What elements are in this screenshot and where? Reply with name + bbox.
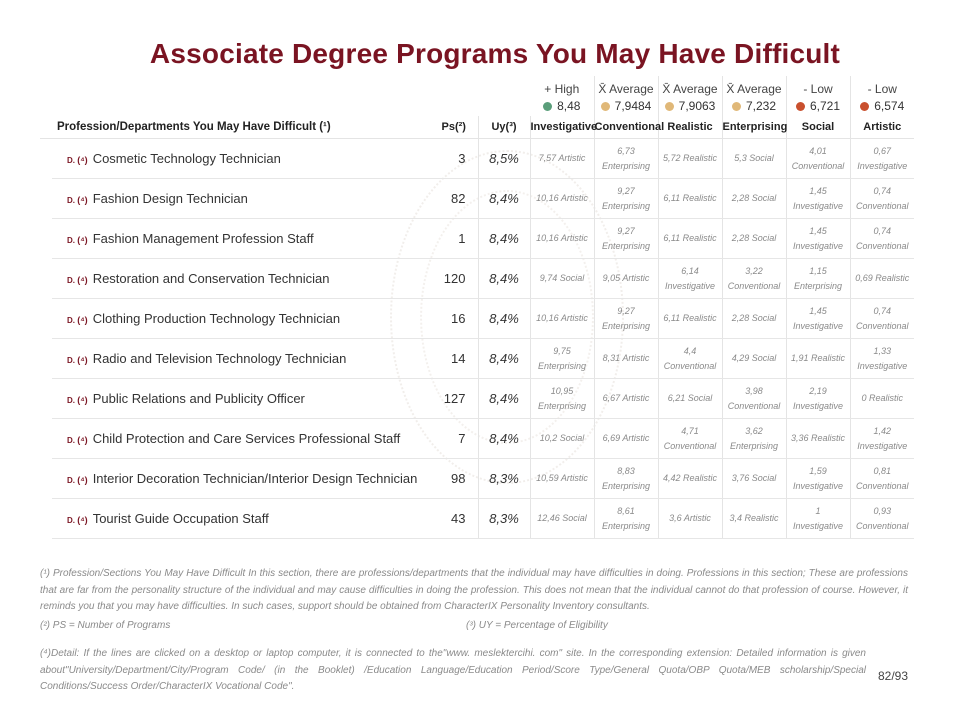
level-label: - Low [786,76,850,96]
profession-link[interactable] [52,459,430,499]
score-cell [850,259,914,299]
type-column-header: Realistic [658,116,722,139]
score-text: 4,71 [681,425,699,436]
row-spacer [40,379,52,419]
score-text: 3,4 Realistic [729,513,779,523]
table-row[interactable] [40,139,914,179]
score-cell [786,139,850,179]
page-title: Associate Degree Programs You May Have Difficult [149,38,841,69]
score-cell [594,419,658,459]
score-text: 1,15 [809,265,827,276]
score-cell [594,339,658,379]
level-value: 7,9063 [678,99,716,113]
score-text: 9,27 [617,305,635,316]
row-spacer [40,259,52,299]
profession-name: Child Protection and Care Services Professional Staff [92,431,401,446]
level-value: 8,48 [557,99,581,113]
type-column-header: Enterprising [722,116,786,139]
score-cell [850,499,914,539]
level-value-row [40,96,914,116]
score-cell [850,379,914,419]
row-spacer [40,219,52,259]
detail-tag: D. (⁴) [67,395,88,405]
score-text: 0,93 [873,505,892,516]
score-cell [594,179,658,219]
detail-tag: D. (⁴) [67,235,88,245]
type-column-header: Conventional [594,116,658,139]
row-spacer [40,419,52,459]
table-row[interactable] [40,259,914,299]
ps-value: 98 [430,459,478,499]
row-spacer [40,139,52,179]
score-cell [658,179,722,219]
table-row[interactable] [40,219,914,259]
score-cell [786,499,850,539]
score-cell [850,179,914,219]
score-text: 6,14 [681,265,699,276]
detail-tag: D. (⁴) [67,155,88,165]
score-text: 8,61 [617,505,635,516]
score-cell [658,419,722,459]
level-value-cell [786,96,850,116]
score-text: Investigative [792,320,844,331]
score-text: 2,28 Social [731,233,777,243]
ps-value: 3 [430,139,478,179]
score-cell [658,219,722,259]
table-row[interactable] [40,299,914,339]
score-text: 2,19 [809,385,827,396]
uy-value: 8,5% [478,139,530,179]
score-cell [722,219,786,259]
score-text: 10,16 Artistic [536,313,588,323]
score-text: 2,28 Social [731,193,777,203]
score-text: Conventional [727,400,781,411]
score-cell [530,259,594,299]
row-spacer [40,339,52,379]
score-text: 0,74 [873,185,892,196]
score-text: 3,36 Realistic [790,433,846,443]
type-column-header: Social [786,116,850,139]
level-dot-icon [860,102,869,111]
score-text: 3,6 Artistic [669,513,711,523]
score-text: Investigative [792,240,844,251]
table-row[interactable] [40,179,914,219]
score-text: Conventional [663,440,717,451]
footnote-1: (¹) Profession/Sections You May Have Difficult In this section, there are professions/departments that the individual may have difficulties in doing. Professions in this section; These are professions that are far from the personality structure of the individual and may cause difficulties in doing the profession. This does not mean that the individual cannot do that profession of course. However, it reminds you that you may have difficulties. In such cases, support should be obtained from CharacterIX Personality Inventory consultants. [40,568,908,612]
score-text: Conventional [663,360,717,371]
detail-tag: D. (⁴) [67,475,88,485]
level-label: - Low [850,76,914,96]
score-cell [786,339,850,379]
score-cell [786,379,850,419]
profession-link[interactable] [52,299,430,339]
score-cell [850,219,914,259]
level-label: + High [544,82,580,96]
score-text: 5,3 Social [734,153,774,163]
detail-tag: D. (⁴) [67,315,88,325]
profession-link[interactable] [52,339,430,379]
score-text: 4,01 [809,145,827,156]
score-cell [850,419,914,459]
level-label-row [40,76,914,96]
uy-value: 8,4% [478,379,530,419]
score-cell [722,499,786,539]
score-cell [530,179,594,219]
level-label: X̄ Average [658,76,722,96]
score-text: 6,69 Artistic [602,433,650,443]
score-text: Conventional [855,240,909,251]
score-text: Enterprising [601,240,651,251]
score-cell [594,259,658,299]
score-cell [722,259,786,299]
score-text: 8,83 [617,465,635,476]
row-spacer [40,499,52,539]
page-number: 82/93 [878,669,909,683]
score-text: Conventional [727,280,781,291]
score-text: 0,81 [873,465,892,476]
score-text: Enterprising [729,440,779,451]
score-text: 4,4 [683,345,697,356]
score-cell [594,379,658,419]
score-text: Conventional [855,320,909,331]
table-row[interactable] [40,379,914,419]
level-label: X̄ Average [594,76,658,96]
profession-name: Tourist Guide Occupation Staff [92,511,269,526]
score-text: 1,45 [809,185,827,196]
ps-value: 127 [430,379,478,419]
row-spacer [40,299,52,339]
score-cell [786,219,850,259]
score-cell [530,459,594,499]
score-text: 1,45 [809,225,827,236]
profession-link[interactable] [52,379,430,419]
score-text: 1,33 [873,345,892,356]
score-text: 10,2 Social [539,433,585,443]
level-dot-icon [732,102,741,111]
score-text: Conventional [855,480,909,491]
uy-value: 8,4% [478,179,530,219]
score-text: Investigative [664,280,716,291]
score-cell [722,459,786,499]
score-cell [530,339,594,379]
score-text: 4,29 Social [731,353,777,363]
level-dot-icon [796,102,805,111]
score-text: 3,98 [745,385,763,396]
profession-name: Radio and Television Technology Technician [92,351,347,366]
score-cell [850,139,914,179]
ps-column-header: Ps(²) [430,116,478,139]
score-text: Investigative [857,440,908,451]
type-column-header: Artistic [850,116,914,139]
score-text: 0,74 [873,305,892,316]
detail-tag: D. (⁴) [67,435,88,445]
profession-link[interactable] [52,139,430,179]
score-text: 12,46 Social [537,513,587,523]
score-text: 9,27 [617,185,635,196]
score-text: 1,59 [809,465,827,476]
footnote-4: (⁴)Detail: If the lines are clicked on a desktop or laptop computer, it is connected to the"www. meslektercihi. com" site. In the corresponding extension: Detailed information is given about"University/Department/City/Program Code/ (in the Booklet) /Education Language/Education Period/Score Type/General Quota/OBP Quota/MEB scholarship/Special Conditions/Success Order/CharacterIX Vocational Code". [40,648,866,692]
ps-value: 7 [430,419,478,459]
score-text: Investigative [857,360,908,371]
uy-value: 8,4% [478,299,530,339]
score-cell [722,339,786,379]
score-text: 0 Realistic [861,393,903,403]
score-cell [722,299,786,339]
level-value-cell [530,96,594,116]
level-dot-icon [543,102,552,111]
score-text: 10,59 Artistic [536,473,588,483]
score-text: 6,21 Social [667,393,713,403]
profession-name: Restoration and Conservation Technician [92,271,330,286]
score-text: Enterprising [601,320,651,331]
profession-link[interactable] [52,219,430,259]
profession-name: Clothing Production Technology Technician [92,311,341,326]
score-cell [850,459,914,499]
score-text: 6,11 Realistic [663,193,717,203]
detail-tag: D. (⁴) [67,195,88,205]
level-value-cell [722,96,786,116]
score-text: Investigative [792,480,844,491]
score-text: Enterprising [537,360,587,371]
level-dot-icon [601,102,610,111]
score-text: Investigative [792,200,844,211]
score-text: 0,67 [873,145,892,156]
score-text: 9,75 [553,345,571,356]
score-cell [722,179,786,219]
score-text: Enterprising [601,480,651,491]
score-text: 1,42 [873,425,892,436]
score-text: Investigative [792,400,844,411]
score-text: Enterprising [793,280,843,291]
score-text: Conventional [791,160,845,171]
score-text: 0,74 [873,225,892,236]
ps-value: 120 [430,259,478,299]
score-text: Enterprising [601,160,651,171]
score-cell [530,379,594,419]
score-text: 2,28 Social [731,313,777,323]
detail-tag: D. (⁴) [67,355,88,365]
score-cell [722,379,786,419]
score-text: 9,27 [617,225,635,236]
level-label: X̄ Average [722,76,786,96]
score-cell [786,459,850,499]
footnote-3: (³) UY = Percentage of Eligibility [466,620,608,631]
profession-link[interactable] [52,259,430,299]
score-text: 3,62 [745,425,763,436]
uy-value: 8,4% [478,259,530,299]
score-cell [786,419,850,459]
level-value-cell [658,96,722,116]
score-text: Conventional [855,200,909,211]
row-spacer [40,179,52,219]
score-cell [722,419,786,459]
profession-column-header: Profession/Departments You May Have Difficult (¹) [40,116,430,139]
score-cell [658,379,722,419]
row-spacer [40,459,52,499]
level-value: 6,721 [809,99,841,113]
score-text: 9,05 Artistic [602,273,650,283]
score-text: 1 [815,505,821,516]
level-value: 6,574 [874,99,905,113]
profession-name: Cosmetic Technology Technician [92,151,281,166]
uy-value: 8,4% [478,219,530,259]
score-cell [594,459,658,499]
score-cell [658,259,722,299]
score-cell [530,299,594,339]
score-cell [594,299,658,339]
score-text: Enterprising [601,200,651,211]
score-text: 5,72 Realistic [662,153,718,163]
profession-link[interactable] [52,419,430,459]
score-cell [594,139,658,179]
uy-value: 8,3% [478,499,530,539]
profession-link[interactable] [52,499,430,539]
score-cell [658,299,722,339]
score-text: 8,31 Artistic [602,353,650,363]
score-text: Enterprising [537,400,587,411]
ps-value: 14 [430,339,478,379]
score-cell [850,299,914,339]
table-row[interactable] [40,419,914,459]
score-cell [658,339,722,379]
score-cell [530,139,594,179]
score-cell [658,139,722,179]
score-cell [722,139,786,179]
score-text: 10,95 [550,385,574,396]
difficult-programs-table [40,76,914,539]
type-column-header: Investigative [530,116,594,139]
table-row[interactable] [40,459,914,499]
score-cell [850,339,914,379]
score-text: Investigative [792,520,844,531]
score-text: 10,16 Artistic [536,193,588,203]
ps-value: 16 [430,299,478,339]
profession-name: Interior Decoration Technician/Interior Design Technician [92,471,418,486]
table-row[interactable] [40,499,914,539]
score-cell [530,419,594,459]
score-text: 6,11 Realistic [663,313,717,323]
uy-value: 8,4% [478,419,530,459]
score-text: 10,16 Artistic [536,233,588,243]
ps-value: 1 [430,219,478,259]
score-text: 3,22 [745,265,763,276]
score-text: 0,69 Realistic [855,273,910,283]
profession-name: Public Relations and Publicity Officer [92,391,305,406]
level-dot-icon [665,102,674,111]
score-cell [786,299,850,339]
score-cell [658,499,722,539]
profession-link[interactable] [52,179,430,219]
level-value: 7,232 [745,99,777,113]
score-cell [594,499,658,539]
score-text: 1,91 Realistic [790,353,846,363]
score-text: 1,45 [809,305,827,316]
score-text: Investigative [857,160,908,171]
score-text: 6,11 Realistic [663,233,717,243]
uy-column-header: Uy(³) [478,116,530,139]
level-value: 7,9484 [614,99,652,113]
score-text: 3,76 Social [731,473,777,483]
detail-tag: D. (⁴) [67,275,88,285]
table-header-row [40,116,914,139]
score-text: Conventional [855,520,909,531]
detail-tag: D. (⁴) [67,515,88,525]
score-text: 9,74 Social [539,273,585,283]
uy-value: 8,3% [478,459,530,499]
ps-value: 82 [430,179,478,219]
score-cell [594,219,658,259]
score-cell [786,259,850,299]
score-text: 7,57 Artistic [538,153,586,163]
score-cell [786,179,850,219]
score-cell [530,499,594,539]
table-row[interactable] [40,339,914,379]
ps-value: 43 [430,499,478,539]
score-cell [530,219,594,259]
profession-name: Fashion Management Profession Staff [92,231,314,246]
level-value-cell [850,96,914,116]
profession-name: Fashion Design Technician [92,191,248,206]
footnote-2: (²) PS = Number of Programs [40,620,171,631]
score-cell [658,459,722,499]
uy-value: 8,4% [478,339,530,379]
score-text: Enterprising [601,520,651,531]
score-text: 4,42 Realistic [662,473,718,483]
score-text: 6,73 [617,145,635,156]
score-text: 6,67 Artistic [602,393,650,403]
level-value-cell [594,96,658,116]
